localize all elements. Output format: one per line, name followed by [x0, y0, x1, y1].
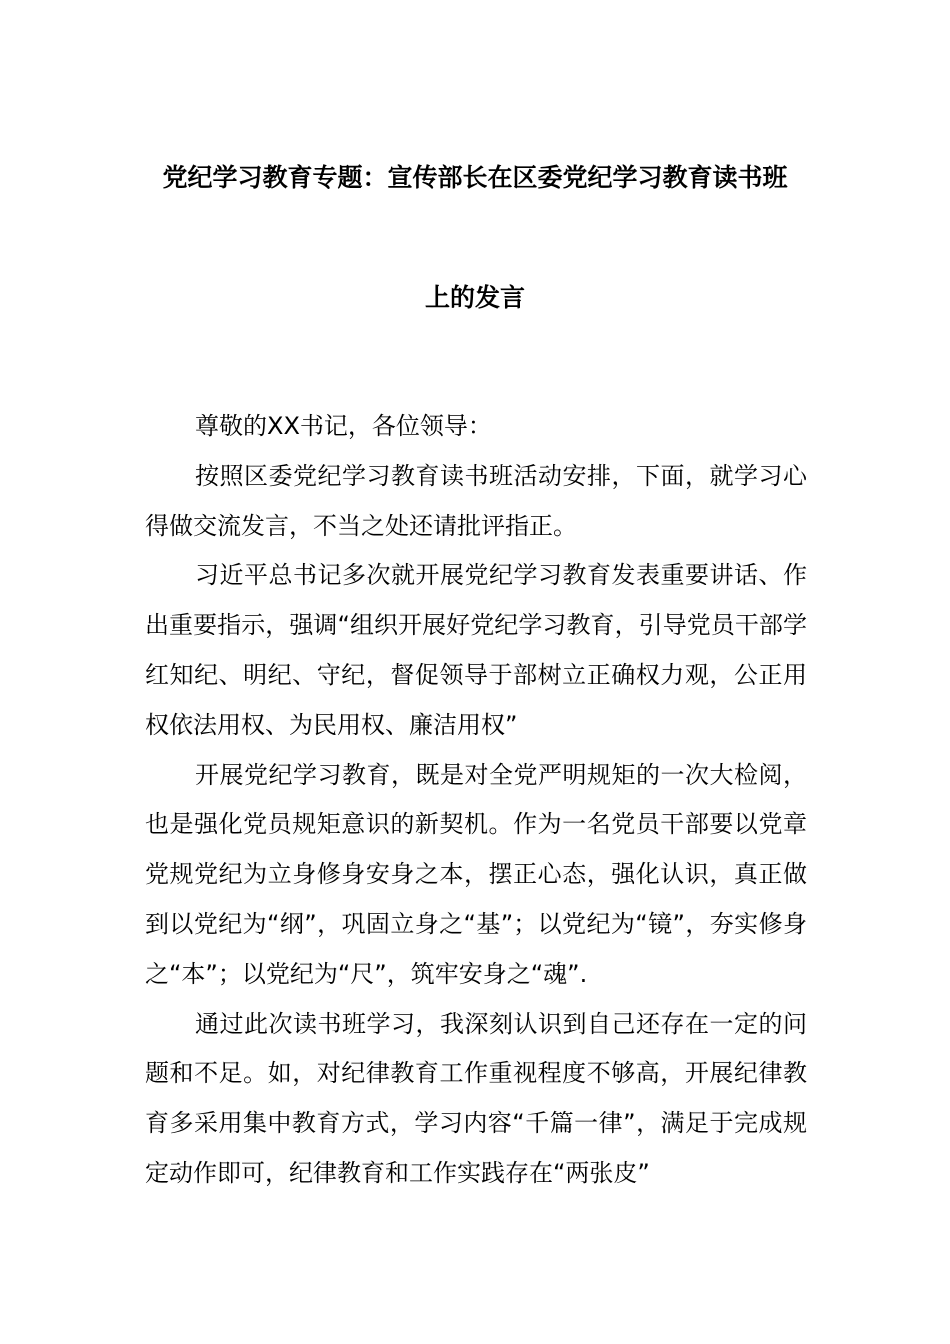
document-title-line-1: 党纪学习教育专题：宣传部长在区委党纪学习教育读书班	[162, 163, 788, 192]
body-paragraph-3: 开展党纪学习教育，既是对全党严明规矩的一次大检阅，也是强化党员规矩意识的新契机。作为一名党员干部要以党章党规党纪为立身修身安身之本，摆正心态，强化认识，真正做到以党纪为“纲”，巩固立身之“基”；以党纪为“镜”，夯实修身之“本”；以党纪为“尺”，筑牢安身之“魂”.	[145, 760, 807, 988]
document-title-line-2: 上的发言	[424, 283, 525, 312]
salutation-paragraph: 尊敬的XX书记，各位领导：	[195, 412, 492, 440]
body-paragraph-4: 通过此次读书班学习，我深刻认识到自己还存在一定的问题和不足。如，对纪律教育工作重视程度不够高，开展纪律教育多采用集中教育方式，学习内容“千篇一律”，满足于完成规定动作即可，纪律教育和工作实践存在“两张皮”	[145, 1009, 807, 1187]
body-paragraph-1: 按照区委党纪学习教育读书班活动安排，下面，就学习心得做交流发言，不当之处还请批评指正。	[145, 461, 807, 540]
body-paragraph-2: 习近平总书记多次就开展党纪学习教育发表重要讲话、作出重要指示，强调“组织开展好党纪学习教育，引导党员干部学红知纪、明纪、守纪，督促领导于部树立正确权力观，公正用权依法用权、为民用权、廉洁用权”	[145, 561, 807, 739]
document-body	[145, 402, 807, 1199]
